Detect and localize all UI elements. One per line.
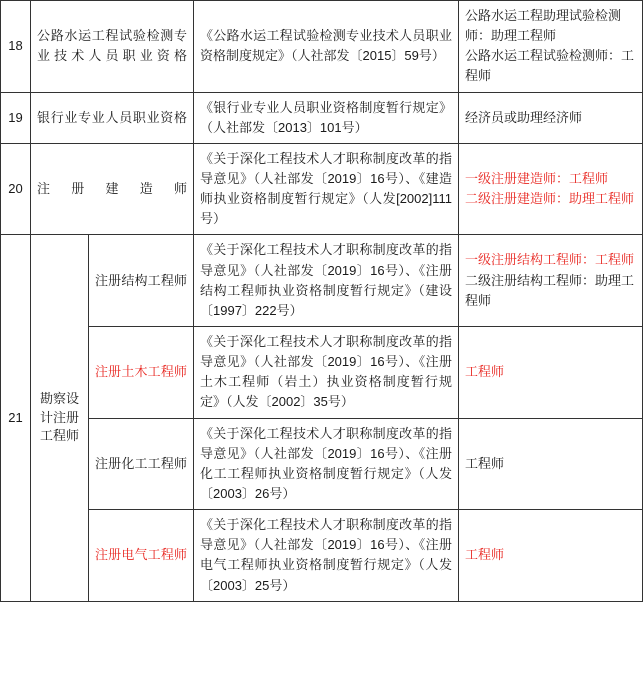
qualification-name: 注册建造师 (31, 143, 194, 235)
table-row (1, 92, 643, 143)
row-number: 19 (1, 92, 31, 143)
corresponding-title-line: 经济员或助理经济师 (465, 109, 583, 125)
legal-basis: 《公路水运工程试验检测专业技术人员职业资格制度规定》（人社部发〔2015〕59号） (194, 1, 459, 93)
sub-qualification-name: 注册结构工程师 (89, 235, 194, 327)
qualification-name-group (31, 235, 89, 601)
corresponding-title-line: 工程师 (465, 547, 505, 563)
sub-qualification-name: 注册电气工程师 (89, 510, 194, 602)
corresponding-title-line: 二级注册建造师：助理工程师 (465, 191, 635, 207)
qualification-name: 公路水运工程试验检测专业技术人员职业资格 (31, 1, 194, 93)
table-row (1, 235, 643, 327)
sub-qualification-name: 注册化工工程师 (89, 418, 194, 510)
row-number-group (1, 235, 31, 601)
legal-basis: 《关于深化工程技术人才职称制度改革的指导意见》（人社部发〔2019〕16号）、《注册电气工程师执业资格制度暂行规定》（人发〔2003〕25号） (194, 510, 459, 602)
corresponding-title-line: 公路水运工程试验检测师：工程师 (465, 48, 635, 84)
corresponding-title (459, 92, 643, 143)
corresponding-title-line: 一级注册建造师：工程师 (465, 170, 609, 186)
legal-basis: 《关于深化工程技术人才职称制度改革的指导意见》（人社部发〔2019〕16号）、《注册化工工程师执业资格制度暂行规定》（人发〔2003〕26号） (194, 418, 459, 510)
corresponding-title-line: 工程师 (465, 364, 505, 380)
row-number: 21 (8, 409, 23, 425)
table-row (1, 510, 643, 602)
qualification-name: 勘察设计注册工程师 (39, 390, 79, 444)
corresponding-title (459, 235, 643, 327)
table-row (1, 326, 643, 418)
corresponding-title-line: 工程师 (465, 455, 505, 471)
sub-qualification-name: 注册土木工程师 (89, 326, 194, 418)
corresponding-title (459, 326, 643, 418)
table-row (1, 1, 643, 93)
legal-basis: 《关于深化工程技术人才职称制度改革的指导意见》（人社部发〔2019〕16号）、《建造师执业资格制度暂行规定》（人发[2002]111号） (194, 143, 459, 235)
row-number: 18 (1, 1, 31, 93)
corresponding-title (459, 143, 643, 235)
corresponding-title-line: 一级注册结构工程师：工程师 (465, 252, 635, 268)
corresponding-title (459, 1, 643, 93)
table-row (1, 418, 643, 510)
legal-basis: 《银行业专业人员职业资格制度暂行规定》（人社部发〔2013〕101号） (194, 92, 459, 143)
corresponding-title (459, 418, 643, 510)
qualification-name: 银行业专业人员职业资格 (31, 92, 194, 143)
row-number: 20 (1, 143, 31, 235)
corresponding-title-line: 公路水运工程助理试验检测师：助理工程师 (465, 8, 622, 44)
corresponding-title-line: 二级注册结构工程师：助理工程师 (465, 272, 635, 308)
corresponding-title (459, 510, 643, 602)
legal-basis: 《关于深化工程技术人才职称制度改革的指导意见》（人社部发〔2019〕16号）、《注册结构工程师执业资格制度暂行规定》（建设〔1997〕222号） (194, 235, 459, 327)
legal-basis: 《关于深化工程技术人才职称制度改革的指导意见》（人社部发〔2019〕16号）、《注册土木工程师（岩土）执业资格制度暂行规定》（人发〔2002〕35号） (194, 326, 459, 418)
table-row (1, 143, 643, 235)
